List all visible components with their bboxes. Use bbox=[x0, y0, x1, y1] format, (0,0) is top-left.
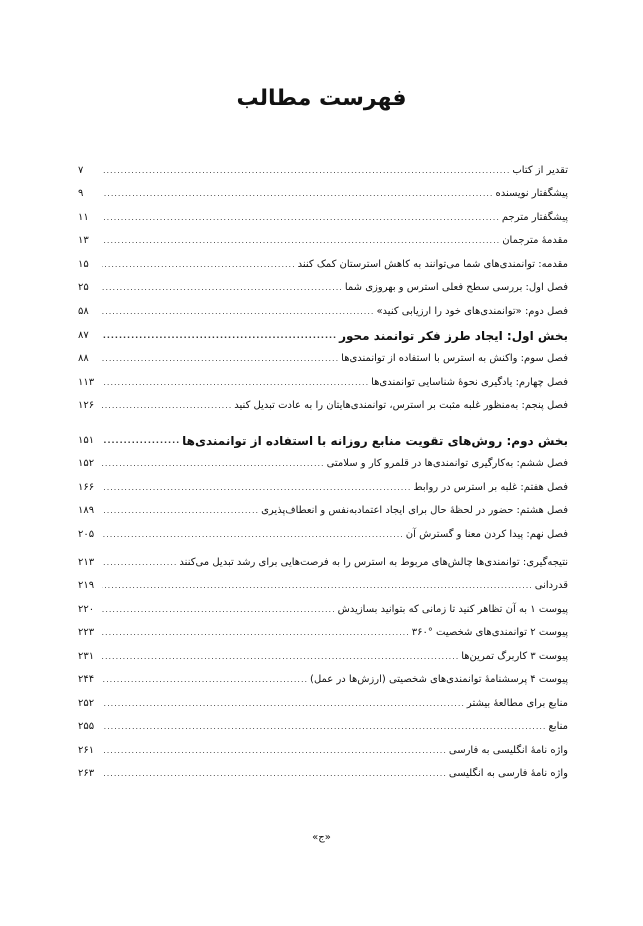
toc-entry[interactable]: واژه نامهٔ فارسی به انگلیسی ..... ۲۶۳ bbox=[78, 758, 568, 782]
toc-entry[interactable]: پیوست ۱ به آن تظاهر کنید تا زمانی که بتوانید بسازیدش ..... ۲۲۰ bbox=[78, 593, 568, 617]
toc-entry[interactable]: پیوست ۴ پرسشنامهٔ توانمندی‌های شخصیتی (ارزش‌ها در عمل) ..... ۲۴۴ bbox=[78, 664, 568, 688]
toc-entry[interactable]: منابع ..... ۲۵۵ bbox=[78, 711, 568, 735]
toc-entry[interactable]: فصل پنجم: به‌منظور غلبه مثبت بر استرس، توانمندی‌هایتان را به عادت تبدیل کنید ..... ۱۲۶ bbox=[78, 390, 568, 414]
toc-entry[interactable]: قدردانی ..... ۲۱۹ bbox=[78, 570, 568, 594]
toc-part-two bbox=[78, 424, 568, 542]
toc-entry[interactable]: فصل چهارم: یادگیری نحوهٔ شناسایی توانمندی‌ها ..... ۱۱۳ bbox=[78, 366, 568, 390]
toc-front-matter bbox=[78, 154, 568, 319]
toc-entry[interactable]: فصل اول: بررسی سطح فعلی استرس و بهروزی شما ..... ۲۵ bbox=[78, 272, 568, 296]
toc-entry[interactable]: فصل هشتم: حضور در لحظهٔ حال برای ایجاد اعتمادبه‌نفس و انعطاف‌پذیری ..... ۱۸۹ bbox=[78, 495, 568, 519]
toc-entry[interactable]: تقدیر از کتاب ..... ۷ bbox=[78, 154, 568, 178]
toc-entry[interactable]: پیشگفتار مترجم ..... ۱۱ bbox=[78, 201, 568, 225]
toc-part-heading[interactable]: بخش اول: ایجاد طرز فکر توانمند محور ..... ۸۷ bbox=[78, 319, 568, 343]
toc-entry[interactable]: فصل دوم: «توانمندی‌های خود را ارزیابی کنید» ..... ۵۸ bbox=[78, 295, 568, 319]
toc-entry[interactable]: فصل نهم: پیدا کردن معنا و گسترش آن ..... ۲۰۵ bbox=[78, 518, 568, 542]
toc-entry[interactable]: پیوست ۳ کاربرگ تمرین‌ها ..... ۲۳۱ bbox=[78, 640, 568, 664]
toc-back-matter bbox=[78, 546, 568, 781]
toc-entry[interactable]: مقدمهٔ مترجمان ..... ۱۳ bbox=[78, 225, 568, 249]
toc-entry[interactable]: پیشگفتار نویسنده ..... ۹ bbox=[78, 178, 568, 202]
page-number-footer: «ج» bbox=[312, 832, 331, 843]
toc-entry[interactable]: پیوست ۲ توانمندی‌های شخصیت °۳۶۰ ..... ۲۲۳ bbox=[78, 617, 568, 641]
toc-entry[interactable]: نتیجه‌گیری: توانمندی‌ها چالش‌های مربوط به استرس را به فرصت‌هایی برای رشد تبدیل می‌کنند ..... ۲۱۳ bbox=[78, 546, 568, 570]
toc-entry[interactable]: فصل هفتم: غلبه بر استرس در روابط ..... ۱۶۶ bbox=[78, 471, 568, 495]
toc-entry[interactable]: فصل ششم: به‌کارگیری توانمندی‌ها در قلمرو کار و سلامتی ..... ۱۵۲ bbox=[78, 448, 568, 472]
toc-entry[interactable]: منابع برای مطالعهٔ بیشتر ..... ۲۵۲ bbox=[78, 687, 568, 711]
toc-entry[interactable]: فصل سوم: واکنش به استرس با استفاده از توانمندی‌ها ..... ۸۸ bbox=[78, 343, 568, 367]
page-title: فهرست مطالب bbox=[236, 86, 407, 111]
toc-entry[interactable]: واژه نامهٔ انگلیسی به فارسی ..... ۲۶۱ bbox=[78, 734, 568, 758]
toc-part-one bbox=[78, 319, 568, 413]
toc-part-heading[interactable]: بخش دوم: روش‌های تقویت منابع روزانه با استفاده از توانمندی‌ها ..... ۱۵۱ bbox=[78, 424, 568, 448]
toc-entry[interactable]: مقدمه: توانمندی‌های شما می‌توانند به کاهش استرستان کمک کنند ..... ۱۵ bbox=[78, 248, 568, 272]
